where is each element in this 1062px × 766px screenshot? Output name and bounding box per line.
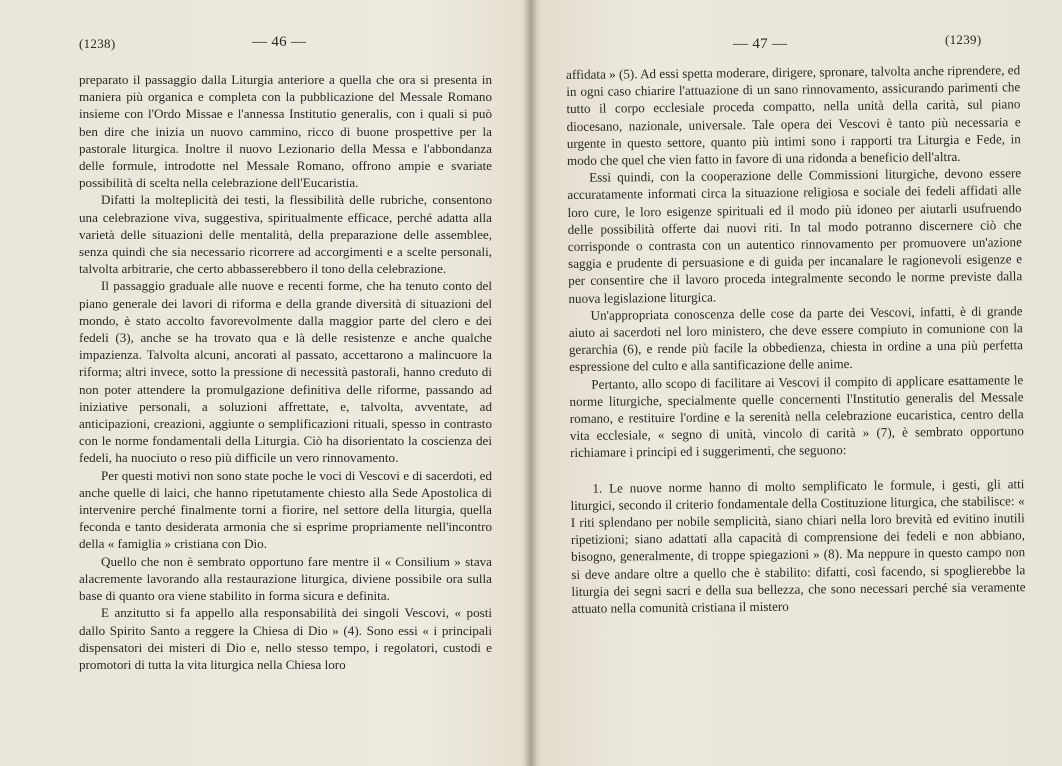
left-page-body: [79, 71, 492, 673]
right-paragraph: affidata » (5). Ad essi spetta moderare, dirigere, spronare, talvolta anche riprendere, ed in ogni caso chiarire l'attuazione di un sano rinnovamento, assicurando parimenti che tutto il corpo ecclesiale proceda compatto, nella unità della carità, sul piano diocesano, nazionale, universale. Tale opera dei Vescovi è tanto più necessaria e urgente in questo settore, quanto più intimi sono i rapporti tra Liturgia e Fede, in modo che quel che vien fatto in favore di una ridonda a beneficio dell'altra.: [566, 62, 1021, 169]
left-paragraph: E anzitutto si fa appello alla responsabilità dei singoli Vescovi, « posti dallo Spirito Santo a reggere la Chiesa di Dio » (4). Sono essi « i principali dispensatori dei misteri di Dio e, nello stesso tempo, i regolatori, custodi e promotori di tutta la vita liturgica nella Chiesa loro: [79, 605, 492, 672]
left-page-number: — 46 —: [252, 34, 307, 50]
right-paragraph: Essi quindi, con la cooperazione delle Commissioni liturgiche, devono essere accuratamente informati circa la situazione religiosa e sociale dei fedeli affidati alle loro cure, le loro esigenze spirituali ed il modo più idoneo per aiutarli usufruendo delle possibilità offerte dai nuovi riti. In tal modo potranno discernere ciò che corrisponde o contrasta con un autentico rinnovamento per promuovere un'azione saggia e prudente di persuasione e di guida per incanalare le ragionevoli esigenze e per consentire che il lavoro proceda integralmente secondo le norme previste dalla nuova legislazione liturgica.: [567, 165, 1023, 306]
left-page-number-bracket: (1238): [79, 36, 116, 51]
left-paragraph: Il passaggio graduale alle nuove e recenti forme, che ha tenuto conto del piano generale dei lavori di riforma e della grande diversità di situazioni del mondo, è stato accolto favorevolmente dalla maggior parte del clero e dei fedeli (3), anche se ha trovato qua e là delle resistenze e anche qualche impazienza. Talvolta alcuni, ancorati al passato, accettarono a malincuore la riforma; altri invece, sotto la pressione di necessità pastorali, hanno creduto di non poter attendere la promulgazione definitiva delle riforme, passando ad iniziative personali, a soluzioni affrettate, e, talvolta, avventate, ad anticipazioni, creazioni, aggiunte o semplificazioni rituali, spesso in contrasto con le norme fondamentali della Liturgia. Ciò ha disorientato la coscienza dei fedeli, ha nuociuto o reso più difficile un vero rinnovamento.: [79, 278, 492, 466]
left-paragraph: Quello che non è sembrato opportuno fare mentre il « Consilium » stava alacremente lavorando alla restaurazione liturgica, diviene possibile ora sulla base di quanto ora viene stabilito in forma sicura e definita.: [79, 553, 492, 604]
right-page-body: [566, 61, 1026, 617]
right-paragraph: Un'appropriata conoscenza delle cose da parte dei Vescovi, infatti, è di grande aiuto ai sacerdoti nel loro ministero, che deve essere compiuto in comunione con la gerarchia (6), e rende più facile la obbedienza, chiesta in ordine a una più perfetta espressione del culto e alla santificazione delle anime.: [568, 303, 1024, 375]
right-page-number: — 47 —: [733, 36, 788, 52]
right-paragraph: 1. Le nuove norme hanno di molto semplificato le formule, i gesti, gli atti liturgici, secondo il criterio fondamentale della Costituzione liturgica, che stabilisce: « I riti splendano per nobile semplicità, siano chiari nella loro brevità ed evitino inutili ripetizioni; siano adattati alla capacità di comprensione dei fedeli e non abbiano, bisogno, generalmente, di troppe spiegazioni » (8). Ma neppure in questo campo non si deve andare oltre a quello che è stabilito: difatti, così facendo, si spoglierebbe la liturgia dei segni sacri e della sua bellezza, che sono necessari perché sia veramente attuato nella comunità cristiana il mistero: [570, 475, 1026, 617]
left-page: [0, 0, 530, 766]
right-page-number-bracket: (1239): [945, 32, 982, 47]
left-paragraph: Difatti la molteplicità dei testi, la flessibilità delle rubriche, consentono una celebrazione viva, suggestiva, spiritualmente efficace, perché adatta alla varietà delle situazioni delle mentalità, della preparazione delle assemblee, senza quindi che sia necessario ricorrere ad accorgimenti e a scelte personali, talvolta arbitrarie, che certo abbasserebbero il tono della celebrazione.: [79, 192, 492, 277]
left-paragraph: preparato il passaggio dalla Liturgia anteriore a quella che ora si presenta in maniera più organica e completa con la pubblicazione del Messale Romano insieme con l'Ordo Missae e l'annessa Institutio generalis, con i quali si può ben dire che inizia un nuovo cammino, ricco di buone prospettive per la pastorale liturgica. Inoltre il nuovo Lezionario della Messa e l'abbondanza delle formule, introdotte nel Messale Romano, offrono ampie e svariate possibilità di scelta nella celebrazione dell'Eucaristia.: [79, 72, 492, 191]
right-page: [531, 0, 1062, 766]
right-paragraph: Pertanto, allo scopo di facilitare ai Vescovi il compito di applicare esattamente le norme liturgiche, specialmente quelle concernenti l'Institutio generalis del Messale romano, e restituire l'ordine e la serenità nella celebrazione eucaristica, centro della vita ecclesiale, « segno di unità, vincolo di carità » (7), è sembrato opportuno richiamare i principi ed i suggerimenti, che seguono:: [569, 371, 1024, 461]
left-paragraph: Per questi motivi non sono state poche le voci di Vescovi e di sacerdoti, ed anche quelle di laici, che hanno ripetutamente chiesto alla Sede Apostolica di intervenire perché finalmente torni a fiorire, nel settore della liturgia, quella feconda e tanto desiderata armonia che si esprime propriamente nell'incontro della « famiglia » cristiana con Dio.: [79, 467, 492, 552]
